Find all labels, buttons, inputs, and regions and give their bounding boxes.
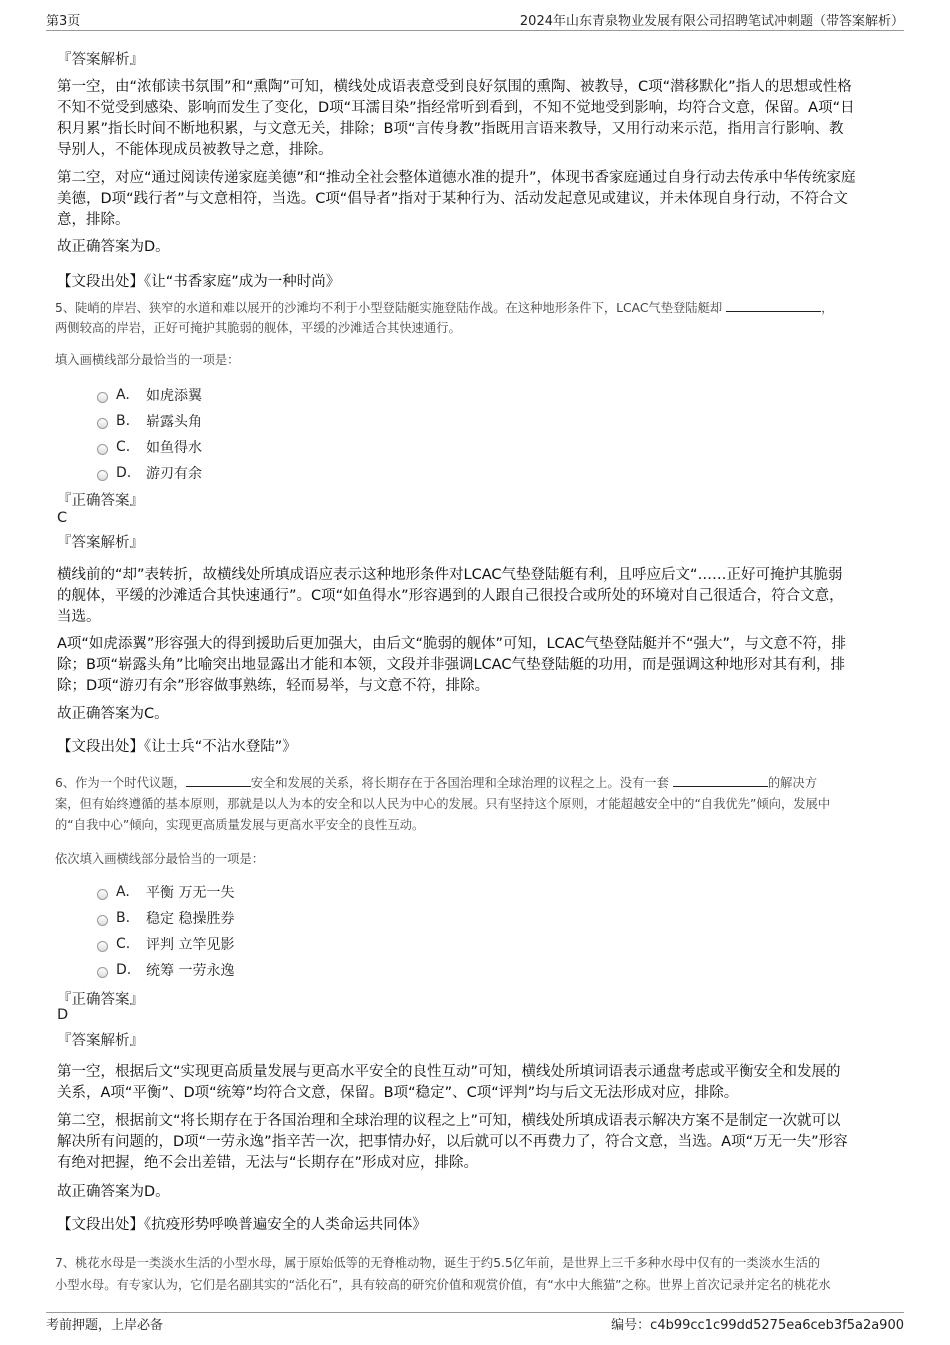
radio-icon[interactable] [97,967,108,978]
radio-icon[interactable] [97,889,108,900]
conclusion: 故正确答案为D。 [57,1184,170,1200]
analysis-line: 有绝对把握，绝不会出差错，无法与“长期存在”形成对应，排除。 [57,1155,479,1171]
option-letter: C. [116,439,131,455]
answer-blank [726,299,821,312]
document-id: 编号：c4b99cc1c99dd5275ea6ceb3f5a2a900 [611,1318,904,1333]
question-stem: 7、桃花水母是一类淡水生活的小型水母，属于原始低等的无脊椎动物，诞生于约5.5亿年前，是世界上三千多种水母中仅有的一类淡水生活的 [55,1256,821,1270]
answer-label: 『正确答案』 [57,992,144,1008]
radio-icon[interactable] [97,392,108,403]
question-stem: 两侧较高的岸岩，正好可掩护其脆弱的舰体，平缓的沙滩适合其快速通行。 [55,321,461,335]
option-text: 游刃有余 [146,466,202,482]
conclusion: 故正确答案为D。 [57,239,170,255]
answer-blank [186,774,251,787]
answer-blank [673,774,768,787]
analysis-line: 导别人，不能体现成员被教导之意，排除。 [57,142,333,158]
source: 【文段出处】《让士兵“不沾水登陆”》 [57,739,297,755]
option-text: 稳定 稳操胜券 [146,911,235,927]
option-a[interactable] [97,882,234,902]
option-c[interactable] [97,934,234,954]
analysis-label: 『答案解析』 [57,52,144,68]
answer-label: 『正确答案』 [57,493,144,509]
source: 【文段出处】《让“书香家庭”成为一种时尚》 [57,274,341,290]
option-c[interactable] [97,437,202,457]
analysis-line: 当选。 [57,609,101,625]
footer-rule [46,1312,904,1313]
option-text: 平衡 万无一失 [146,885,235,901]
option-letter: D. [116,962,132,978]
option-text: 评判 立竿见影 [146,937,235,953]
analysis-line: 解决所有问题的，D项“一劳永逸”指辛苦一次，把事情办好，以后就可以不再费力了，符合文意，当选。A项“万无一失”形容 [57,1134,848,1150]
option-d[interactable] [97,960,234,980]
option-text: 如鱼得水 [146,440,202,456]
analysis-line: 积月累”指长时间不断地积累，与文意无关，排除；B项“言传身教”指既用言语来教导，又用行动来示范，指用言行影响、教 [57,121,844,137]
option-text: 如虎添翼 [146,388,202,404]
question-stem: 的“自我中心”倾向，实现更高质量发展与更高水平安全的良性互动。 [55,818,425,832]
stem-text: 5、陡峭的岸岩、狭窄的水道和难以展开的沙滩均不利于小型登陆艇实施登陆作战。在这种地形条件下，LCAC气垫登陆艇却 [55,301,723,315]
analysis-label: 『答案解析』 [57,1033,144,1049]
option-letter: C. [116,936,131,952]
question-stem: 案，但有始终遵循的基本原则，那就是以人为本的安全和以人民为中心的发展。只有坚持这个原则，才能超越安全中的“自我优先”倾向，发展中 [55,797,831,811]
analysis-line: 第一空，由“浓郁读书氛围”和“熏陶”可知，横线处成语表意受到良好氛围的熏陶、被教导，C项“潜移默化”指人的思想或性格 [57,79,852,95]
analysis-line: 除；D项“游刃有余”形容做事熟练，轻而易举，与文意不符，排除。 [57,678,490,694]
stem-text: 安全和发展的关系，将长期存在于各国治理和全球治理的议程之上。没有一套 [250,776,669,790]
analysis-line: 除；B项“崭露头角”比喻突出地显露出才能和本领，文段并非强调LCAC气垫登陆艇的功用，而是强调这种地形对其有利，排 [57,657,845,673]
radio-icon[interactable] [97,418,108,429]
header-rule [46,30,904,31]
conclusion: 故正确答案为C。 [57,706,169,722]
stem-text: 6、作为一个时代议题， [55,776,186,790]
analysis-line: 横线前的“却”表转折，故横线处所填成语应表示这种地形条件对LCAC气垫登陆艇有利，且呼应后文“……正好可掩护其脆弱 [57,567,843,583]
option-text: 崭露头角 [146,414,202,430]
analysis-line: 关系，A项“平衡”、D项“统筹”均符合文意，保留。B项“稳定”、C项“评判”均与后文无法形成对应，排除。 [57,1085,739,1101]
analysis-line: 第二空，对应“通过阅读传递家庭美德”和“推动全社会整体道德水准的提升”，体现书香家庭通过自身行动去传承中华传统家庭 [57,170,856,186]
analysis-line: 第一空，根据后文“实现更高质量发展与更高水平安全的良性互动”可知，横线处所填词语表示通盘考虑或平衡安全和发展的 [57,1064,841,1080]
analysis-line: A项“如虎添翼”形容强大的得到援助后更加强大，由后文“脆弱的舰体”可知，LCAC气垫登陆艇并不“强大”，与文意不符，排 [57,636,846,652]
option-b[interactable] [97,908,234,928]
stem-text: 的解决方 [767,776,818,790]
stem-text: ， [821,301,834,315]
analysis-label: 『答案解析』 [57,535,144,551]
radio-icon[interactable] [97,444,108,455]
option-letter: B. [116,413,131,429]
question-stem: 小型水母。有专家认为，它们是名副其实的“活化石”，具有较高的研究价值和观赏价值，有“水中大熊猫”之称。世界上首次记录并定名的桃花水 [55,1278,831,1292]
option-letter: A. [116,884,130,900]
question-prompt: 依次填入画横线部分最恰当的一项是： [55,852,265,866]
radio-icon[interactable] [97,470,108,481]
question-stem [55,773,817,791]
source: 【文段出处】《抗疫形势呼唤普遍安全的人类命运共同体》 [57,1217,427,1233]
analysis-line: 不知不觉受到感染、影响而发生了变化，D项“耳濡目染”指经常听到看到，不知不觉地受到影响，均符合文意，保留。A项“日 [57,100,855,116]
radio-icon[interactable] [97,915,108,926]
analysis-line: 意，排除。 [57,212,130,228]
option-letter: D. [116,465,132,481]
correct-answer: C [57,510,68,526]
page-number: 第3页 [46,14,81,29]
option-text: 统筹 一劳永逸 [146,963,235,979]
option-a[interactable] [97,385,202,405]
analysis-line: 的舰体，平缓的沙滩适合其快速通行”。C项“如鱼得水”形容遇到的人跟自己很投合或所处的环境对自己很适合，符合文意， [57,588,844,604]
radio-icon[interactable] [97,941,108,952]
option-b[interactable] [97,411,202,431]
correct-answer: D [57,1007,69,1023]
question-stem [55,298,833,316]
footer-slogan: 考前押题，上岸必备 [46,1318,164,1333]
analysis-line: 第二空，根据前文“将长期存在于各国治理和全球治理的议程之上”可知，横线处所填成语表示解决方案不是制定一次就可以 [57,1113,841,1129]
option-d[interactable] [97,463,202,483]
document-title: 2024年山东青泉物业发展有限公司招聘笔试冲刺题（带答案解析） [519,14,904,29]
option-letter: A. [116,387,130,403]
analysis-line: 美德，D项“践行者”与文意相符，当选。C项“倡导者”指对于某种行为、活动发起意见或建议，并未体现自身行动，不符合文 [57,191,848,207]
question-prompt: 填入画横线部分最恰当的一项是： [55,353,240,367]
option-letter: B. [116,910,131,926]
